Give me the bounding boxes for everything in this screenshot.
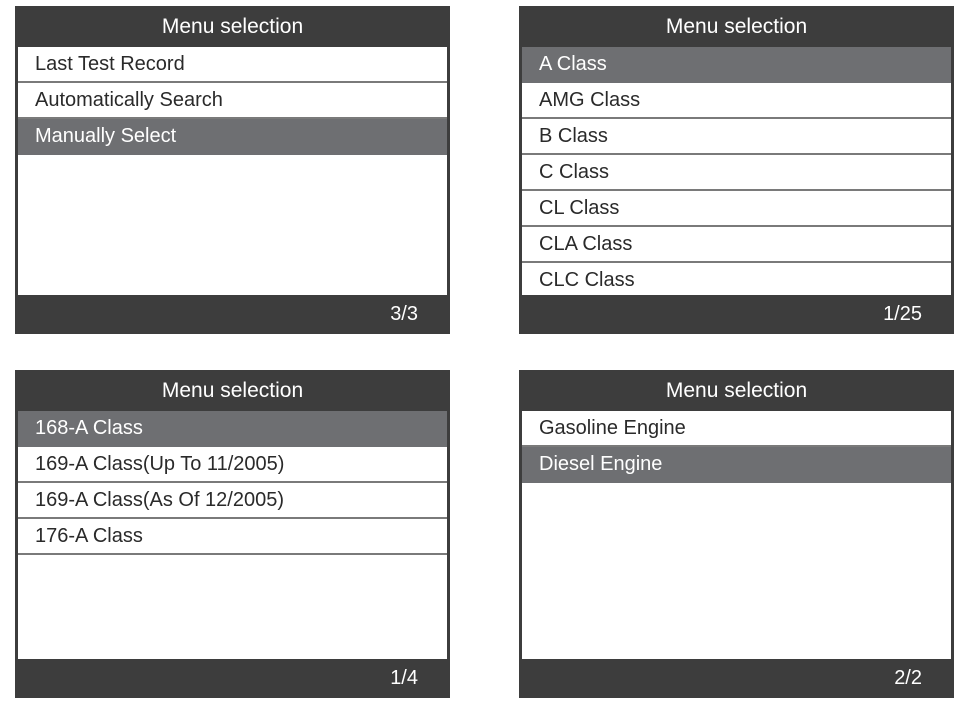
- menu-item[interactable]: CL Class: [522, 191, 951, 227]
- menu-list: [522, 47, 951, 295]
- menu-panel-3: [15, 370, 450, 698]
- menu-panel-2: [519, 6, 954, 334]
- menu-title: Menu selection: [161, 15, 304, 38]
- menu-item[interactable]: 169-A Class(Up To 11/2005): [18, 447, 447, 483]
- page-indicator: 1/4: [390, 667, 418, 689]
- menu-list: [522, 411, 951, 659]
- page-indicator: 1/25: [883, 303, 922, 325]
- menu-item[interactable]: C Class: [522, 155, 951, 191]
- menu-item[interactable]: Automatically Search: [18, 83, 447, 119]
- menu-panel-1: [15, 6, 450, 334]
- page-indicator: 3/3: [390, 303, 418, 325]
- page-indicator: 2/2: [894, 667, 922, 689]
- menu-list: [18, 411, 447, 659]
- menu-item[interactable]: 169-A Class(As Of 12/2005): [18, 483, 447, 519]
- menu-item[interactable]: Diesel Engine: [522, 447, 951, 483]
- menu-item[interactable]: CLC Class: [539, 269, 635, 291]
- menu-title: Menu selection: [665, 379, 808, 402]
- menu-item[interactable]: A Class: [522, 47, 951, 83]
- menu-panel-4: [519, 370, 954, 698]
- menu-item[interactable]: Last Test Record: [18, 47, 447, 83]
- menu-title: Menu selection: [161, 379, 304, 402]
- menu-title: Menu selection: [665, 15, 808, 38]
- menu-item[interactable]: Manually Select: [18, 119, 447, 155]
- menu-item[interactable]: CLA Class: [522, 227, 951, 263]
- menu-item[interactable]: AMG Class: [522, 83, 951, 119]
- menu-item[interactable]: 176-A Class: [18, 519, 447, 555]
- menu-item[interactable]: Gasoline Engine: [522, 411, 951, 447]
- menu-item[interactable]: B Class: [522, 119, 951, 155]
- menu-list: [18, 47, 447, 295]
- menu-item[interactable]: 168-A Class: [18, 411, 447, 447]
